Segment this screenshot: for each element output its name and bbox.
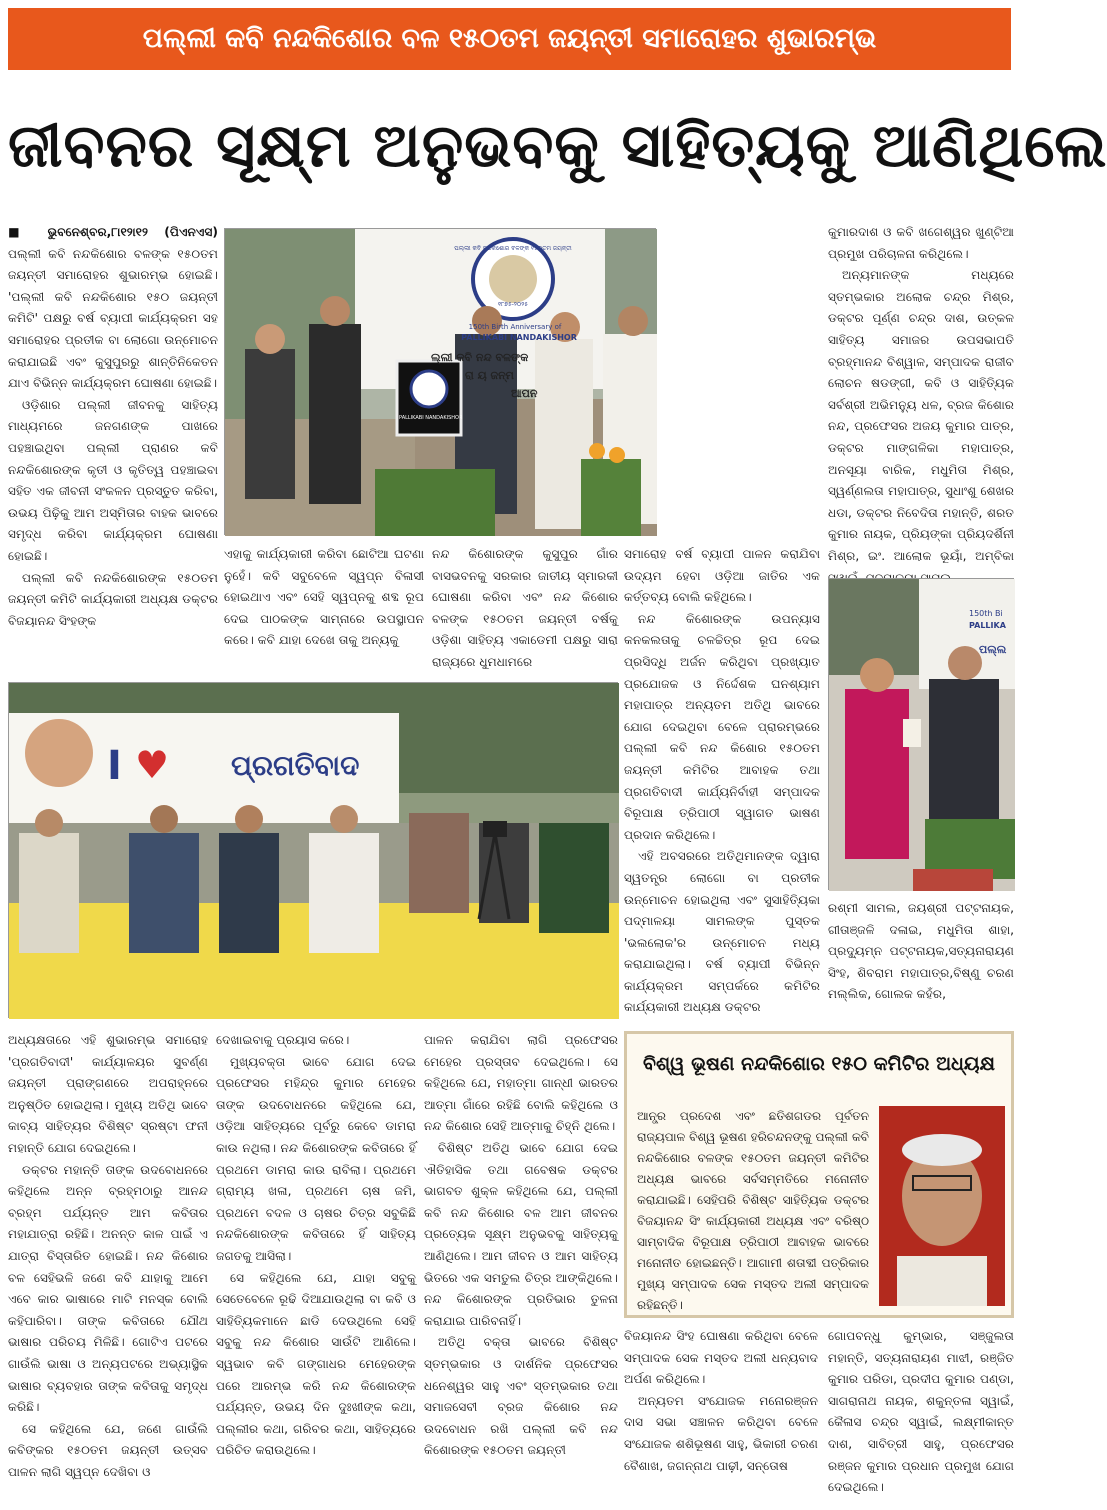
banner-english-text: PALLIKA bbox=[969, 621, 1006, 630]
paragraph: ଡକ୍ଟର ମହାନ୍ତି ତାଙ୍କ ଉଦବୋଧନରେ କହିଥିଲେ ଅନ୍ନ ବ୍ରହ୍ମଠାରୁ ଆନନ୍ଦ ବ୍ରହ୍ମ ପର୍ଯ୍ୟନ୍ତ ଆମ କବିତାର ମହାଯାତ୍ରା ରହିଛି। ଅନନ୍ତ କାଳ ପାଇଁ ଏ ଯାତ୍ରା ବିସ୍ତାରିତ ହୋଇଛି। ନନ୍ଦ କିଶୋର ବଳ ସେହିଭଳି ଜଣେ କବି ଯାହାକୁ ଆମେ ଏବେ କାର ଭାଷାରେ ମାଟି ମନସ୍କ ବୋଲି କହିପାରିବା। ତାଙ୍କ କବିତାରେ ଯୌଥ ଭାଷାର ପରିଚୟ ମିଳିଛି। ଗୋଟିଏ ପଟରେ ଗାଉଁଲି ଭାଷା ଓ ଅନ୍ୟପଟରେ ଅଭ୍ୟାସ୍ଥିକ ଭାଷାର ବ୍ୟବହାର ତାଙ୍କ କବିତାକୁ ସମୃଦ୍ଧ କରିଛି। bbox=[8, 1162, 208, 1415]
sidebar-text: ଆନ୍ଧ୍ର ପ୍ରଦେଶ ଏବଂ ଛତିଶଗଡର ପୂର୍ବତନ ରାଜ୍ୟପାଳ ବିଶ୍ୱ ଭୂଷଣ ହରିଚନ୍ଦନଙ୍କୁ ପଲ୍ଲୀ କବି ନନ୍ଦକିଶୋର ବଳଙ୍କ ୧୫୦ତମ ଜୟନ୍ତୀ କମିଟିର ଅଧ୍ୟକ୍ଷ ଭାବରେ ସର୍ବସମ୍ମତିରେ ମନୋନୀତ କରାଯାଇଛି। ସେହିପରି ବିଶିଷ୍ଟ ସାହିତ୍ୟିକ ଡକ୍ଟର ବିଜୟାନନ୍ଦ ସିଂ କାର୍ଯ୍ୟକାରୀ ଅଧ୍ୟକ୍ଷ ଏବଂ ବରିଷ୍ଠ ସାମ୍ବାଦିକ ବିରୂପାକ୍ଷ ତ୍ରିପାଠୀ ଆବାହକ ଭାବରେ ମନୋନୀତ ହୋଇଛନ୍ତି। ଆଗାମୀ ଶତାବ୍ଦୀ ପତ୍ରିକାର ମୁଖ୍ୟ ସମ୍ପାଦକ ସେକ ମସ୍ତଦ ଅଲୀ ସମ୍ପାଦକ ରହିଛନ୍ତି। bbox=[637, 1109, 869, 1312]
paragraph: ରଶ୍ମୀ ସାମଲ, ଜୟଶ୍ରୀ ପଟ୍ଟନାୟକ, ଗୀତାଞ୍ଜଳି ଦଳାଇ, ମଧୁମିତା ଶାହା, ପ୍ରଦ୍ୟୁମ୍ନ ପଟ୍ଟନାୟକ,ସତ୍ୟନାରାୟଣ ସିଂହ, ଶିବରାମ ମହାପାତ୍ର,ବିଷ୍ଣୁ ଚରଣ ମଲ୍ଲିକ, ଗୋଲକ କହଁର, bbox=[828, 901, 1014, 1002]
article-column-4 bbox=[624, 544, 820, 1018]
paragraph: ଓଡ଼ିଶାର ପଲ୍ଲୀ ଜୀବନକୁ ସାହିତ୍ୟ ମାଧ୍ୟମରେ ଜନଗଣଙ୍କ ପାଖରେ ପହଞ୍ଚାଇଥିବା ପଲ୍ଲୀ ପ୍ରାଣର କବି ନନ୍ଦକିଶୋରଙ୍କ କୃତୀ ଓ କୃତିତ୍ୱ ପହଞ୍ଚାଇବା ସହିତ ଏକ ଜୀବନୀ ସଂକଳନ ପ୍ରସ୍ତୁତ କରିବା, ଉଭୟ ପିଢ଼ିକୁ ଆମ ଅସ୍ମିତାର ବାହକ ଭାବରେ ସମୃଦ୍ଧ କରିବା କାର୍ଯ୍ୟକ୍ରମ ଘୋଷଣା ହୋଇଛି। bbox=[8, 397, 218, 563]
article-column-10 bbox=[828, 1326, 1014, 1506]
dateline: ■ ଭୁବନେଶ୍ବର,୮ା୧୨ା୧୨ (ପିଏନଏସ) bbox=[8, 225, 218, 239]
paragraph: ସେ କହିଥିଲେ ଯେ, ଜଣେ ଗାଉଁଲି କବିଙ୍କର ୧୫୦ତମ ଜୟନ୍ତୀ ଉତ୍ସବ ପାଳନ ଲାଗି ସ୍ୱପ୍ନ ଦେଖିବା ଓ bbox=[8, 1421, 208, 1479]
paragraph: ନନ୍ଦ କିଶୋରଙ୍କ କୁସୁପୁର ଗାଁର ବାସଭବନକୁ ସରକାର ଜାତୀୟ ସ୍ମାରକୀ ଘୋଷଣା କରିବା ଏବଂ ନନ୍ଦ କିଶୋର ବଳଙ୍କ ୧୫୦ତମ ଜୟନ୍ତୀ ବର୍ଷକୁ ଓଡ଼ିଶା ସାହିତ୍ୟ ଏକାଡେମୀ ପକ୍ଷରୁ ସାରା ରାଜ୍ୟରେ ଧୁମଧାମରେ bbox=[432, 547, 618, 669]
logo-ring-text: ପଲ୍ଲୀ କବି ନନ୍ଦକିଶୋର ବଳଙ୍କ ୧୫୦ତମ ଜୟନ୍ତୀ bbox=[454, 245, 572, 252]
sign-text: ପ୍ରଗତିବାଦ bbox=[231, 749, 360, 782]
banner-odia-text: ପଲ୍ଲ bbox=[979, 643, 1007, 656]
heart-icon: ♥ bbox=[135, 743, 170, 787]
logo-dates: ୧୮୭୫-୨୦୨୫ bbox=[498, 301, 528, 308]
kicker-banner: ପଲ୍ଲୀ କବି ନନ୍ଦକିଶୋର ବଳ ୧୫୦ତମ ଜୟନ୍ତୀ ସମାରୋହର ଶୁଭାରମ୍ଭ bbox=[8, 8, 1011, 70]
article-column-2 bbox=[224, 544, 424, 674]
photo-book-release bbox=[828, 578, 1014, 890]
article-column-9 bbox=[624, 1326, 818, 1506]
backdrop-text: ରା ୟ ଜନ୍ମ bbox=[465, 369, 514, 382]
article-column-5 bbox=[828, 222, 1014, 570]
headline: ଜୀବନର ସୂକ୍ଷ୍ମ ଅନୁଭବକୁ ସାହିତ୍ୟକୁ ଆଣିଥିଲେ bbox=[8, 111, 1107, 181]
paragraph: ପାଳନ କରାଯିବା ଲାଗି ପ୍ରଫେସର ମେହେର ପ୍ରସ୍ତାବ ଦେଇଥିଲେ। ସେ କହିଥିଲେ ଯେ, ମହାତ୍ମା ଗାନ୍ଧୀ ଭାରତର ଆତ୍ମା ଗାଁରେ ରହିଛି ବୋଲି କହିଥିଲେ ଓ ନନ୍ଦ କିଶୋର ସେହି ଆତ୍ମାକୁ ଚିହ୍ନି ଥିଲେ। bbox=[424, 1033, 618, 1134]
paragraph: ଅଧ୍ୟକ୍ଷତାରେ ଏହି ଶୁଭାରମ୍ଭ ସମାରୋହ 'ପ୍ରଗତିବାଦୀ' କାର୍ଯ୍ୟାଳୟର ସୁବର୍ଣ୍ଣ ଜୟନ୍ତୀ ପ୍ରାଙ୍ଗଣରେ ଅପରାହ୍ନରେ ଅନୁଷ୍ଠିତ ହୋଇଥିଲା। ମୁଖ୍ୟ ଅତିଥି ଭାବେ କାବ୍ୟ ସାହିତ୍ୟର ବିଶିଷ୍ଟ ସ୍ରଷ୍ଟା ଫନୀ ମହାନ୍ତି ଯୋଗ ଦେଇଥିଲେ। bbox=[8, 1033, 208, 1155]
paragraph: ସେ କହିଥିଲେ ଯେ, ଯାହା ସବୁକୁ ସେତେବେଳେ ରୂଢି ଦିଆଯାଉଥିଲା ବା କବି ଓ ସାହିତ୍ୟିକମାନେ ଛାଡି ଦେଉଥିଲେ ସେହି ସବୁକୁ ନନ୍ଦ କିଶୋର ସାଉଁଟି ଆଣିଲେ। ସ୍ୱଭାବ କବି ଗଙ୍ଗାଧର ମେହେରଙ୍କ ପରେ ଆରମ୍ଭ କରି ନନ୍ଦ କିଶୋରଙ୍କ ପର୍ଯ୍ୟନ୍ତ, ଉଭୟ ଦିନ ଦୁଃଖୀଙ୍କ କଥା, ପଲ୍ଲୀର କଥା, ଗରିବର କଥା, ସାହିତ୍ୟରେ ପରିଚିତ କରାଉଥିଲେ। bbox=[216, 1270, 416, 1458]
article-column-1 bbox=[8, 222, 218, 674]
paragraph: ଦେଖାଇବାକୁ ପ୍ରୟାସ କରେ। bbox=[216, 1033, 350, 1047]
photo-audience bbox=[8, 682, 618, 1018]
sign-letter: I bbox=[107, 743, 122, 789]
paragraph: ଏହାକୁ କାର୍ଯ୍ୟକାରୀ କରିବା ଛୋଟିଆ ଘଟଣା ନୁହେଁ। କବି ସବୁବେଳେ ସ୍ୱପ୍ନ ବିଳାସୀ ହୋଇଥାଏ ଏବଂ ସେହି ସ୍ୱପ୍ନକୁ ଶବ୍ଦ ରୂପ ଦେଇ ପାଠକଙ୍କ ସାମ୍ନାରେ ଉପସ୍ଥାପନ କରେ। କବି ଯାହା ଦେଖେ ତାକୁ ଅନ୍ୟକୁ bbox=[224, 547, 424, 648]
frame-caption: PALLIKABI NANDAKISHOR bbox=[399, 415, 463, 421]
sidebar-box bbox=[624, 1031, 1014, 1318]
logo-english-line-1: 150th Birth Anniversary of bbox=[468, 323, 562, 331]
article-column-3 bbox=[432, 544, 618, 674]
paragraph: ନନ୍ଦ କିଶୋରଙ୍କ ଉପନ୍ୟାସ କନକଲତାକୁ ଚଳଚ୍ଚିତ୍ର ରୂପ ଦେଇ ପ୍ରସିଦ୍ଧି ଅର୍ଜନ କରିଥିବା ପ୍ରଖ୍ୟାତ ପ୍ରଯୋଜକ ଓ ନିର୍ଦ୍ଦେଶକ ଘନଶ୍ୟାମ ମହାପାତ୍ର ଅନ୍ୟତମ ଅତିଥି ଭାବରେ ଯୋଗ ଦେଇଥିବା ବେଳେ ପ୍ରାରମ୍ଭରେ ପଲ୍ଲୀ କବି ନନ୍ଦ କିଶୋର ୧୫୦ତମ ଜୟନ୍ତୀ କମିଟିର ଆବାହକ ତଥା ପ୍ରଗତିବାଦୀ କାର୍ଯ୍ୟନିର୍ବାହୀ ସମ୍ପାଦକ ବିରୂପାକ୍ଷ ତ୍ରିପାଠୀ ସ୍ୱାଗତ ଭାଷଣ ପ୍ରଦାନ କରିଥିଲେ। bbox=[624, 611, 820, 842]
banner-english-text: 150th Bi bbox=[969, 609, 1003, 618]
paragraph: ପଲ୍ଲୀ କବି ନନ୍ଦକିଶୋର ବଳଙ୍କ ୧୫୦ତମ ଜୟନ୍ତୀ ସମାରୋହର ଶୁଭାରମ୍ଭ ହୋଇଛି। 'ପଲ୍ଲୀ କବି ନନ୍ଦକିଶୋର ୧୫୦ ଜୟନ୍ତୀ କମିଟି' ପକ୍ଷରୁ ବର୍ଷ ବ୍ୟାପୀ କାର୍ଯ୍ୟକ୍ରମ ସହ ସମାରୋହର ପ୍ରତୀକ ବା ଲୋଗୋ ଉନ୍ମୋଚନ କରାଯାଇଛି ଏବଂ କୁସୁପୁରରୁ ଶାନ୍ତିନିକେତନ ଯାଏ ବିଭିନ୍ନ କାର୍ଯ୍ୟକ୍ରମ ଘୋଷଣା ହୋଇଛି। bbox=[8, 246, 218, 391]
logo-english-line-2: PALLIKABI NANDAKISHOR bbox=[461, 333, 577, 342]
sidebar-portrait-photo bbox=[879, 1106, 1005, 1306]
paragraph: ବିଜୟାନନ୍ଦ ସିଂହ ଘୋଷଣା କରିଥିବା ବେଳେ ସମ୍ପାଦକ ସେକ ମସ୍ତଦ ଅଲୀ ଧନ୍ୟବାଦ ଅର୍ପଣ କରିଥିଲେ। bbox=[624, 1329, 818, 1387]
paragraph: ଅତିଥି ବକ୍ତା ଭାବରେ ବିଶିଷ୍ଟ ସ୍ତମ୍ଭକାର ଓ ଦାର୍ଶନିକ ପ୍ରଫେସର ଧନେଶ୍ୱର ସାହୁ ଏବଂ ସ୍ତମ୍ଭକାର ତଥା ସମାଜସେବୀ ବ୍ରଜ କିଶୋର ନନ୍ଦ ଉଦବୋଧନ ରଖି ପଲ୍ଲୀ କବି ନନ୍ଦ କିଶୋରଙ୍କ ୧୫୦ତମ ଜୟନ୍ତୀ bbox=[424, 1335, 618, 1458]
paragraph: ସମାରୋହ ବର୍ଷ ବ୍ୟାପୀ ପାଳନ କରାଯିବା ଉଦ୍ୟମ ହେବା ଓଡ଼ିଆ ଜାତିର ଏକ କର୍ତ୍ତବ୍ୟ ବୋଲି କହିଥିଲେ। bbox=[624, 547, 820, 605]
sidebar-title: ବିଶ୍ୱ ଭୂଷଣ ନନ୍ଦକିଶୋର ୧୫୦ କମିଟିର ଅଧ୍ୟକ୍ଷ bbox=[643, 1053, 995, 1075]
article-column-8 bbox=[424, 1030, 618, 1504]
article-column-5-cont bbox=[828, 898, 1014, 1018]
photo-logo-unveiling bbox=[224, 228, 656, 535]
paragraph: କୁମାରଦାଶ ଓ କବି ଖଗେଶ୍ୱର ଖୁଣ୍ଟିଆ ପ୍ରମୁଖ ପରିଚାଳନା କରିଥିଲେ। bbox=[828, 225, 1014, 261]
paragraph: ମୁଖ୍ୟବକ୍ତା ଭାବେ ଯୋଗ ଦେଇ ପ୍ରଫେସର ମହିନ୍ଦ୍ର କୁମାର ମେହେର ତାଙ୍କ ଉଦବୋଧନରେ କହିଥିଲେ ଯେ, ଓଡ଼ିଆ ସାହିତ୍ୟରେ ପୂର୍ବରୁ କେବେ ଡାମରା କାଉ ନଥିଲା। ନନ୍ଦ କିଶୋରଙ୍କ କବିତାରେ ହିଁ ପ୍ରଥମେ ଡାମରା କାଉ ରାବିଲା। ପ୍ରଥମେ ଗ୍ରାମ୍ୟ ଖଳା, ପ୍ରଥମେ ଚାଷ ଜମି, ପ୍ରଥମେ ବଦଳ ଓ ଚାଷର ଚିତ୍ର ସବୁକିଛି ନନ୍ଦକିଶୋରଙ୍କ କବିତାରେ ହିଁ ସାହିତ୍ୟ ଜଗତକୁ ଆସିଲା। bbox=[216, 1054, 416, 1263]
paragraph: ଗୋପବନ୍ଧୁ କୁମ୍ଭାର, ସଞ୍ଜୁଲତା ମହାନ୍ତି, ସତ୍ୟନାରାୟଣ ମାଝୀ, ରଞ୍ଜିତ କୁମାର ପରିଡା, ପ୍ରଦୀପ କୁମାର ପଣ୍ଡା, ସାଗରାନାଥ ନାୟକ, ଶକୁନ୍ତଳା ସ୍ୱାଇଁ, କୈଳାସ ଚନ୍ଦ୍ର ସ୍ୱାଇଁ, ଲକ୍ଷ୍ମୀକାନ୍ତ ଦାଶ, ସାବିତ୍ରୀ ସାହୁ, ପ୍ରଫେସର ରଞ୍ଜନ କୁମାର ପ୍ରଧାନ ପ୍ରମୁଖ ଯୋଗ ଦେଇଥିଲେ। bbox=[828, 1329, 1014, 1495]
article-column-6 bbox=[8, 1030, 208, 1504]
paragraph: ପଲ୍ଲୀ କବି ନନ୍ଦକିଶୋରଙ୍କ ୧୫୦ତମ ଜୟନ୍ତୀ କମିଟି କାର୍ଯ୍ୟକାରୀ ଅଧ୍ୟକ୍ଷ ଡକ୍ଟର ବିଜୟାନନ୍ଦ ସିଂହଙ୍କ bbox=[8, 570, 218, 628]
paragraph: ବିଶିଷ୍ଟ ଅତିଥି ଭାବେ ଯୋଗ ଦେଇ ଐତିହାସିକ ତଥା ଗବେଷକ ଡକ୍ଟର ଭାଗବତ ଶୁକ୍ଳ କହିଥିଲେ ଯେ, ପଲ୍ଲୀ କବି ନନ୍ଦ କିଶୋର ବଳ ଆମ ଜୀବନର ପ୍ରତ୍ୟେକ ସୂକ୍ଷ୍ମ ଅନୁଭବକୁ ସାହିତ୍ୟକୁ ଆଣିଥିଲେ। ଆମ ଜୀବନ ଓ ଆମ ସାହିତ୍ୟ ଭିତରେ ଏକ ସମତୁଲ ଚିତ୍ର ଆଙ୍କିଥିଲେ। ନନ୍ଦ କିଶୋରଙ୍କ ପ୍ରତିଭାର ତୁଳନା କରାଯାଇ ପାରିବନାହିଁ। bbox=[424, 1140, 618, 1328]
backdrop-text: ଆପନ bbox=[511, 387, 538, 400]
paragraph: ଅନ୍ୟତମ ସଂଯୋଜକ ମନୋରଞ୍ଜନ ଦାସ ସଭା ସଞ୍ଚାଳନ କରିଥିବା ବେଳେ ସଂଯୋଜକ ଶଶିଭୂଷଣ ସାହୁ, ଭିକାରୀ ଚରଣ ବୈଶାଖ, ଜଗନ୍ନାଥ ପାଢ଼ୀ, ସନ୍ତୋଷ bbox=[624, 1393, 818, 1473]
paragraph: ଏହି ଅବସରରେ ଅତିଥିମାନଙ୍କ ଦ୍ୱାରା ସ୍ୱତନ୍ତ୍ର ଲୋଗୋ ବା ପ୍ରତୀକ ଉନ୍ମୋଚନ ହୋଇଥିଲା ଏବଂ ସୁସାହିତ୍ୟିକା ପଦ୍ମାଳୟା ସାମଲଙ୍କ ପୁସ୍ତକ 'ଭଲଲୋକ'ର ଉନ୍ମୋଚନ ମଧ୍ୟ କରାଯାଇଥିଲା। ବର୍ଷ ବ୍ୟାପୀ ବିଭିନ୍ନ କାର୍ଯ୍ୟକ୍ରମ ସମ୍ପର୍କରେ କମିଟିର କାର୍ଯ୍ୟକାରୀ ଅଧ୍ୟକ୍ଷ ଡକ୍ଟର bbox=[624, 849, 820, 1015]
backdrop-text: ଲ୍ଲୀ କବି ନନ୍ଦ ବଳଙ୍କ bbox=[431, 351, 529, 364]
paragraph: ଅନ୍ୟମାନଙ୍କ ମଧ୍ୟରେ ସ୍ତମ୍ଭକାର ଅଲୋକ ଚନ୍ଦ୍ର ମିଶ୍ର, ଡକ୍ଟର ପୂର୍ଣ୍ଣ ଚନ୍ଦ୍ର ଦାଶ, ଉତ୍କଳ ସାହିତ୍ୟ ସମାଜର ଉପସଭାପତି ବ୍ରହ୍ମାନନ୍ଦ ବିଶ୍ୱାଳ, ସମ୍ପାଦକ ରାଜୀବ ଲୋଚନ ଷଡଙ୍ଗୀ, କବି ଓ ସାହିତ୍ୟିକ ସର୍ବଶ୍ରୀ ଅଭିମନ୍ୟୁ ଧଳ, ବ୍ରଜ କିଶୋର ନନ୍ଦ, ପ୍ରଫେସର ଅଜୟ କୁମାର ପାତ୍ର, ଡକ୍ଟର ମାଙ୍ଗଳିକା ମହାପାତ୍ର, ଅନସୂୟା ବାରିକ, ମଧୁମିତା ମିଶ୍ର, ସ୍ୱର୍ଣ୍ଣଲତା ମହାପାତ୍ର, ସୁଧାଂଶୁ ଶେଖର ଧଡା, ଡକ୍ଟର ନିବେଦିତା ମହାନ୍ତି, ଶରତ କୁମାର ନାୟକ, ପ୍ରିୟଙ୍କା ପ୍ରିୟଦର୍ଶିନୀ ମିଶ୍ର, ଇଂ. ଆଲୋକ ଭୂୟାଁ, ଅମ୍ବିକା bbox=[828, 268, 1014, 563]
article-column-7 bbox=[216, 1030, 416, 1504]
